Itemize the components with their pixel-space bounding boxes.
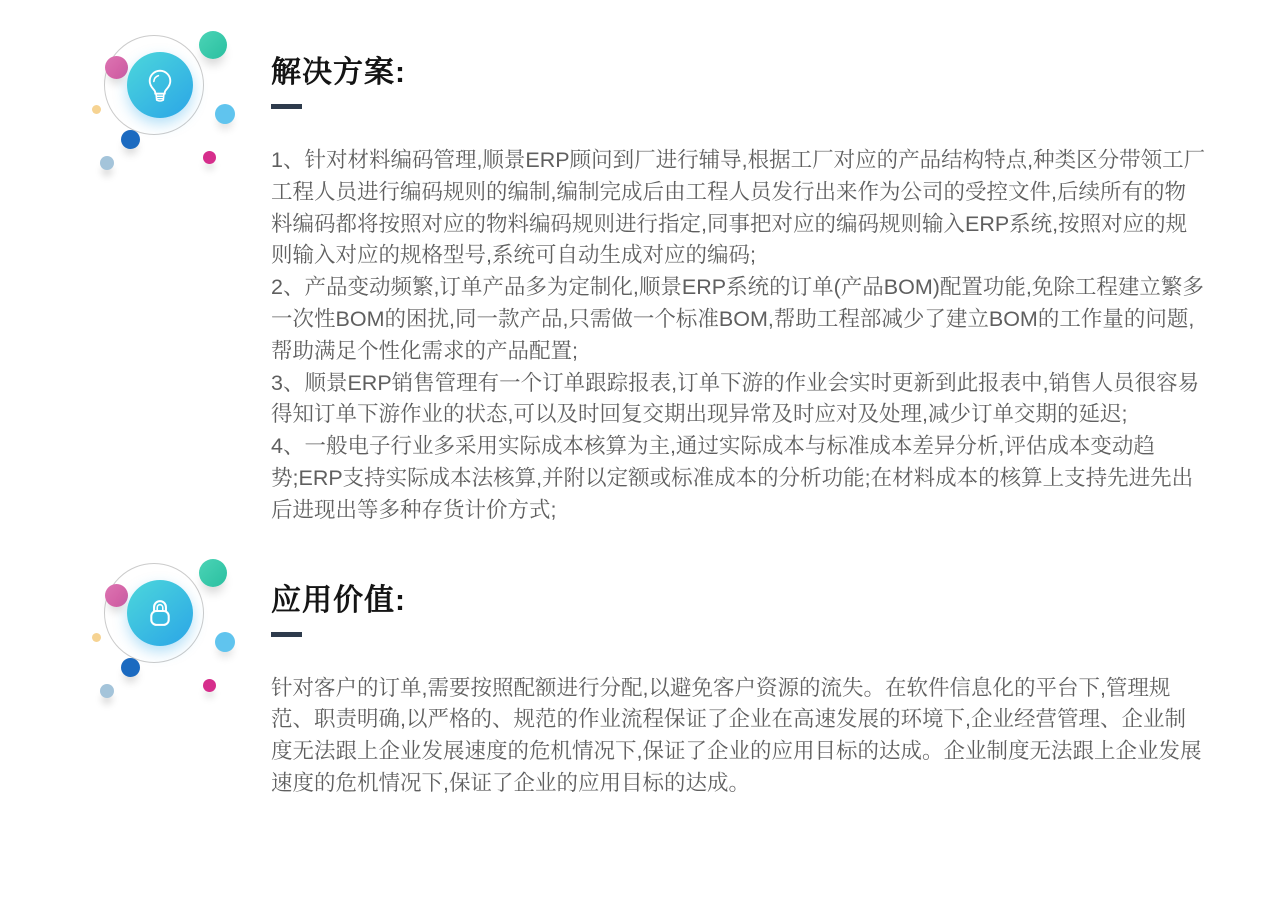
decorative-dot-darkblue (121, 658, 140, 677)
paragraph: 1、针对材料编码管理,顺景ERP顾问到厂进行辅导,根据工厂对应的产品结构特点,种类区分带领工厂工程人员进行编码规则的编制,编制完成后由工程人员发行出来作为公司的受控文件,后续所有的物料编码都将按照对应的物料编码规则进行指定,同事把对应的编码规则输入ERP系统,按照对应的规则输入对应的规格型号,系统可自动生成对应的编码; (271, 148, 1206, 268)
decorative-dot-pink (105, 56, 128, 79)
decorative-dot-yellow (92, 105, 101, 114)
section-content (271, 25, 1207, 527)
decorative-dot-pink (105, 584, 128, 607)
value-badge (85, 553, 235, 703)
lightbulb-icon (141, 66, 179, 104)
section-value (85, 553, 1264, 800)
paragraph: 2、产品变动频繁,订单产品多为定制化,顺景ERP系统的订单(产品BOM)配置功能,免除工程建立繁多一次性BOM的困扰,同一款产品,只需做一个标准BOM,帮助工程部减少了建立BOM的工作量的问题,帮助满足个性化需求的产品配置; (271, 275, 1204, 363)
section-body (271, 673, 1207, 800)
solution-badge (85, 25, 235, 175)
title-dash (271, 104, 302, 109)
paragraph: 4、一般电子行业多采用实际成本核算为主,通过实际成本与标准成本差异分析,评估成本变动趋势;ERP支持实际成本法核算,并附以定额或标准成本的分析功能;在材料成本的核算上支持先进先出后进现出等多种存货计价方式; (271, 434, 1194, 522)
paragraph: 3、顺景ERP销售管理有一个订单跟踪报表,订单下游的作业会实时更新到此报表中,销售人员很容易得知订单下游作业的状态,可以及时回复交期出现异常及时应对及处理,减少订单交期的延迟; (271, 370, 1200, 427)
paragraph: 针对客户的订单,需要按照配额进行分配,以避免客户资源的流失。在软件信息化的平台下,管理规范、职责明确,以严格的、规范的作业流程保证了企业在高速发展的环境下,企业经营管理、企业制度无法跟上企业发展速度的危机情况下,保证了企业的应用目标的达成。企业制度无法跟上企业发展速度的危机情况下,保证了企业的应用目标的达成。 (271, 675, 1202, 795)
decorative-dot-magenta (203, 151, 216, 164)
decorative-dot-magenta (203, 679, 216, 692)
decorative-dot-grayblue (100, 684, 114, 698)
decorative-dot-grayblue (100, 156, 114, 170)
decorative-dot-darkblue (121, 130, 140, 149)
decorative-dot-skyblue (215, 104, 235, 124)
decorative-dot-teal (199, 559, 227, 587)
section-solution (85, 25, 1264, 527)
section-title: 应用价值: (271, 583, 406, 617)
decorative-dot-yellow (92, 633, 101, 642)
gradient-circle (127, 52, 193, 118)
decorative-dot-teal (199, 31, 227, 59)
title-dash (271, 632, 302, 637)
section-content (271, 553, 1207, 800)
lock-icon (141, 594, 179, 632)
gradient-circle (127, 580, 193, 646)
section-body (271, 145, 1207, 527)
section-title: 解决方案: (271, 56, 406, 89)
decorative-dot-skyblue (215, 632, 235, 652)
